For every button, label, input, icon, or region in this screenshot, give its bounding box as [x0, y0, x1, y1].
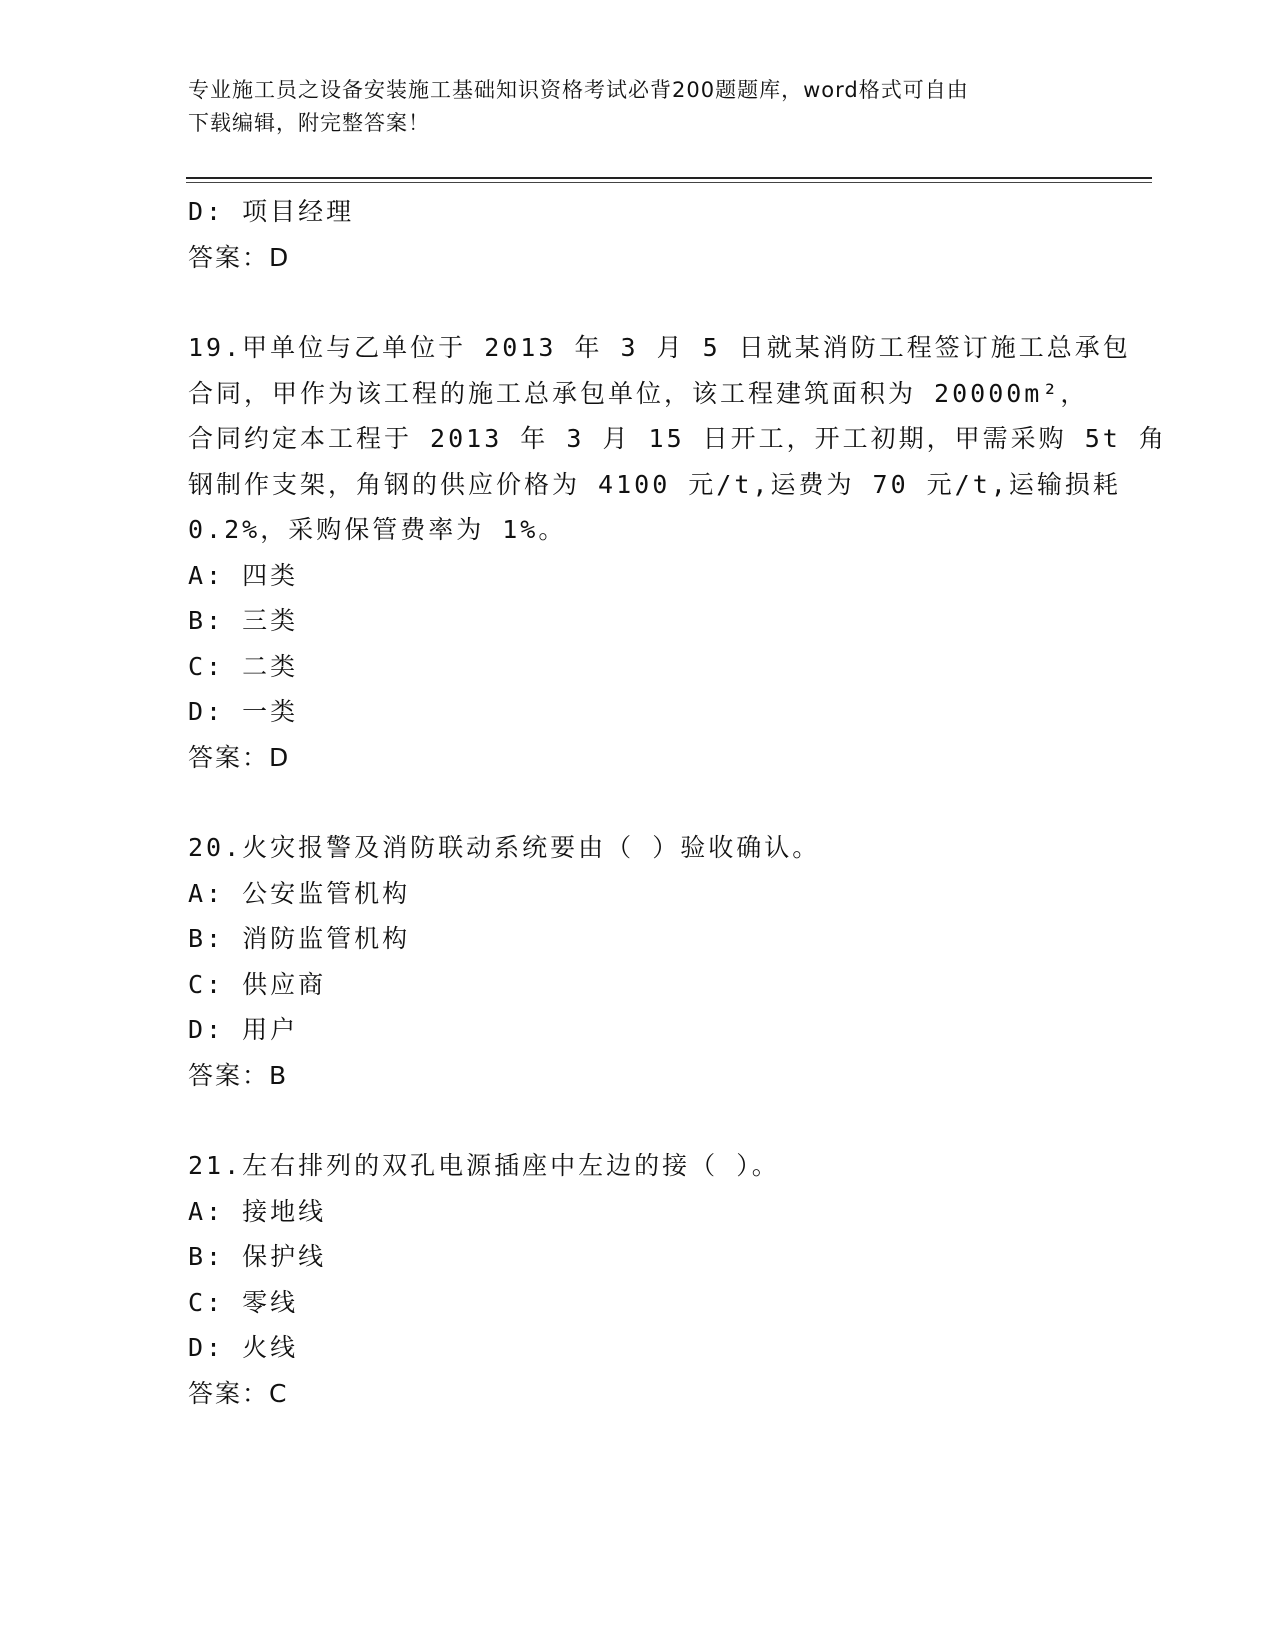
question-21 [188, 1143, 1088, 1416]
spacer [188, 780, 1088, 825]
option-b: B: 消防监管机构 [188, 924, 411, 953]
question-19 [188, 325, 1167, 780]
option-a: A: 四类 [188, 560, 299, 590]
question-stem: 20.火灾报警及消防联动系统要由（ ）验收确认。 [188, 833, 821, 862]
stem-line: 0.2%，采购保管费率为 1%。 [188, 515, 567, 544]
option-a: A: 公安监管机构 [188, 878, 411, 908]
option-b: B: 三类 [188, 606, 299, 635]
option-d: D: 项目经理 [188, 197, 355, 226]
answer-line: 答案：D [188, 742, 291, 772]
stem-line: 钢制作支架，角钢的供应价格为 4100 元/t,运费为 70 元/t,运输损耗 [188, 469, 1121, 499]
stem-line: 合同约定本工程于 2013 年 3 月 15 日开工，开工初期，甲需采购 5t 角 [188, 424, 1167, 453]
option-c: C: 供应商 [188, 969, 327, 999]
question-stem: 21.左右排列的双孔电源插座中左边的接（ ）。 [188, 1151, 780, 1180]
document-header [188, 74, 1068, 140]
spacer [188, 280, 1088, 325]
question-list [188, 189, 1167, 1416]
header-rule-thick [186, 177, 1152, 179]
option-b: B: 保护线 [188, 1242, 327, 1271]
option-a: A: 接地线 [188, 1196, 327, 1226]
header-line-2: 下载编辑，附完整答案！ [188, 111, 430, 135]
option-d: D: 一类 [188, 697, 299, 726]
spacer [188, 1098, 1088, 1143]
stem-line: 19.甲单位与乙单位于 2013 年 3 月 5 日就某消防工程签订施工总承包 [188, 333, 1131, 362]
question-20 [188, 825, 1088, 1098]
previous-question-tail [188, 189, 1088, 280]
answer-line: 答案：C [188, 1378, 289, 1408]
option-d: D: 火线 [188, 1333, 299, 1362]
answer-line: 答案：D [188, 242, 291, 272]
header-rule-thin [186, 182, 1152, 183]
header-line-1: 专业施工员之设备安装施工基础知识资格考试必背200题题库，word格式可自由 [188, 78, 969, 102]
stem-line: 合同，甲作为该工程的施工总承包单位，该工程建筑面积为 20000m²， [188, 378, 1089, 408]
answer-line: 答案：B [188, 1060, 289, 1090]
option-c: C: 二类 [188, 651, 299, 681]
option-c: C: 零线 [188, 1287, 299, 1317]
option-d: D: 用户 [188, 1015, 299, 1044]
question-stem [188, 325, 1167, 553]
